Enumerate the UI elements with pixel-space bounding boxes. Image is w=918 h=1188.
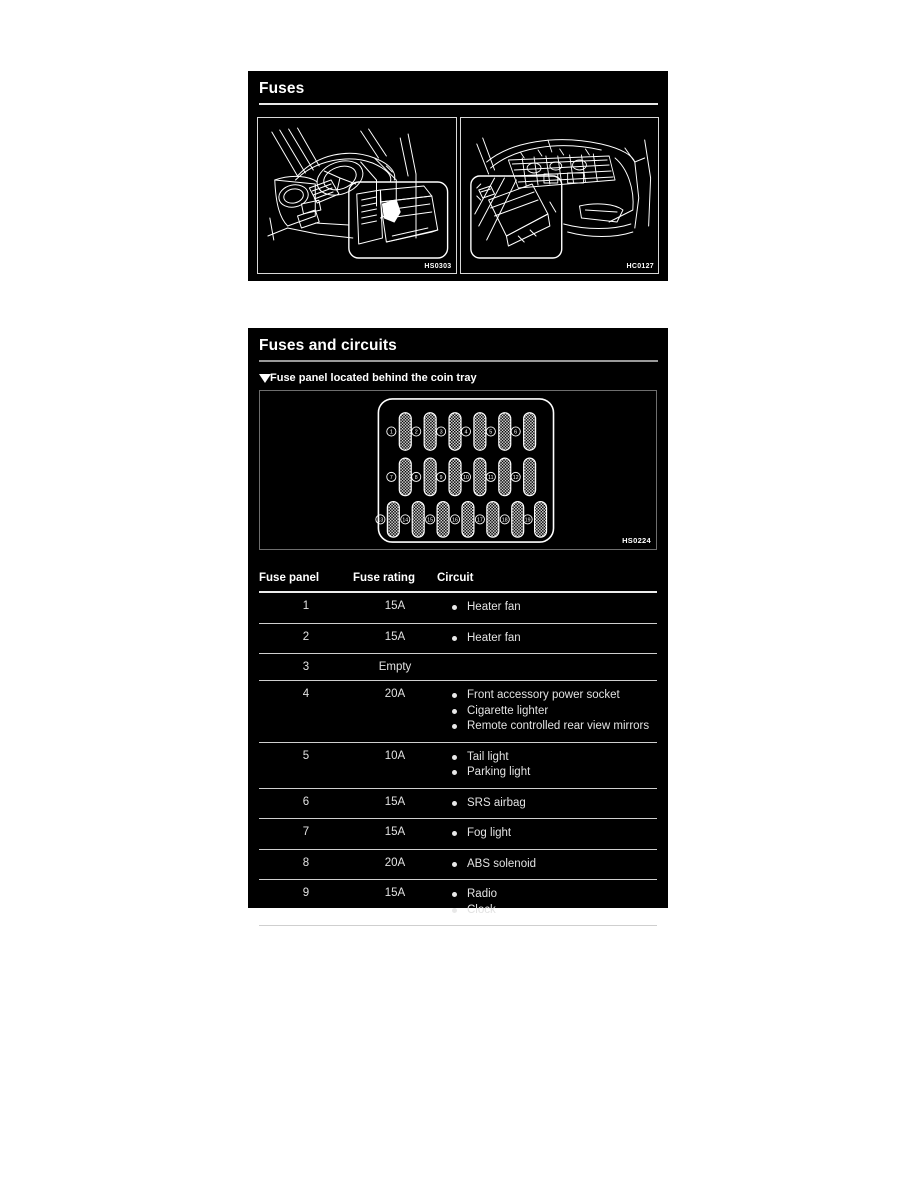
table-header-row bbox=[259, 568, 657, 592]
svg-text:6: 6 bbox=[514, 429, 518, 436]
circuit-list-item: Tail light bbox=[447, 750, 657, 766]
cell-fuse-panel: 3 bbox=[259, 654, 353, 681]
table-row bbox=[259, 623, 657, 654]
svg-text:13: 13 bbox=[377, 517, 384, 524]
cell-circuit bbox=[437, 742, 657, 788]
svg-text:14: 14 bbox=[402, 517, 409, 524]
circuit-list bbox=[447, 796, 657, 812]
cell-fuse-panel: 8 bbox=[259, 849, 353, 880]
circuit-list-item: Front accessory power socket bbox=[447, 688, 657, 704]
figure-code-left: HS0303 bbox=[424, 263, 452, 270]
circuit-list-item: Clock bbox=[447, 903, 657, 919]
fuses-section-title: Fuses bbox=[259, 80, 305, 97]
table-row bbox=[259, 880, 657, 926]
circuit-list bbox=[447, 631, 657, 647]
cell-fuse-rating: Empty bbox=[353, 654, 437, 681]
table-row bbox=[259, 681, 657, 743]
cell-fuse-panel: 1 bbox=[259, 592, 353, 623]
circuit-list-item: Heater fan bbox=[447, 631, 657, 647]
cell-circuit bbox=[437, 681, 657, 743]
fuse-panel-diagram bbox=[259, 390, 657, 550]
fuses-panel bbox=[248, 71, 668, 281]
cell-fuse-rating: 15A bbox=[353, 788, 437, 819]
fuse-circuit-table bbox=[259, 568, 657, 926]
circuit-list bbox=[447, 826, 657, 842]
circuit-list bbox=[447, 887, 657, 918]
engine-bay-line-art-icon bbox=[461, 118, 659, 273]
svg-text:16: 16 bbox=[452, 517, 458, 524]
circuit-list-item: Fog light bbox=[447, 826, 657, 842]
cell-fuse-panel: 6 bbox=[259, 788, 353, 819]
cell-circuit bbox=[437, 880, 657, 926]
circuit-list-item: Remote controlled rear view mirrors bbox=[447, 719, 657, 735]
figure-code-right: HC0127 bbox=[626, 263, 654, 270]
circuit-list bbox=[447, 750, 657, 781]
triangle-down-icon bbox=[259, 374, 271, 383]
table-row bbox=[259, 788, 657, 819]
svg-text:12: 12 bbox=[512, 474, 519, 481]
circuit-list-item: Cigarette lighter bbox=[447, 704, 657, 720]
cell-circuit bbox=[437, 592, 657, 623]
cell-fuse-panel: 5 bbox=[259, 742, 353, 788]
cell-fuse-panel: 9 bbox=[259, 880, 353, 926]
cell-fuse-panel: 7 bbox=[259, 819, 353, 850]
column-header-fuse-panel: Fuse panel bbox=[259, 568, 353, 592]
svg-text:1: 1 bbox=[389, 429, 393, 436]
fuse-panel-subheading: Fuse panel located behind the coin tray bbox=[270, 372, 477, 384]
table-row bbox=[259, 819, 657, 850]
engine-bay-fuse-box-illustration bbox=[460, 117, 660, 274]
svg-text:17: 17 bbox=[477, 517, 483, 524]
circuit-list bbox=[447, 857, 657, 873]
svg-text:15: 15 bbox=[427, 517, 434, 524]
fuse-panel-layout-icon bbox=[260, 391, 656, 549]
dashboard-line-art-icon bbox=[258, 118, 456, 273]
table-body bbox=[259, 592, 657, 926]
column-header-circuit: Circuit bbox=[437, 568, 657, 592]
svg-text:3: 3 bbox=[439, 429, 443, 436]
table-row bbox=[259, 654, 657, 681]
svg-text:11: 11 bbox=[488, 474, 494, 481]
svg-text:9: 9 bbox=[439, 474, 443, 481]
circuit-list-item: Parking light bbox=[447, 765, 657, 781]
svg-text:18: 18 bbox=[501, 517, 508, 524]
cell-circuit bbox=[437, 788, 657, 819]
cell-fuse-panel: 2 bbox=[259, 623, 353, 654]
circuit-list-item: Heater fan bbox=[447, 600, 657, 616]
cell-fuse-rating: 10A bbox=[353, 742, 437, 788]
cell-circuit bbox=[437, 819, 657, 850]
cell-fuse-rating: 15A bbox=[353, 592, 437, 623]
cell-fuse-panel: 4 bbox=[259, 681, 353, 743]
cell-fuse-rating: 20A bbox=[353, 681, 437, 743]
circuits-section-title: Fuses and circuits bbox=[259, 337, 397, 354]
fuses-and-circuits-panel bbox=[248, 328, 668, 916]
svg-text:10: 10 bbox=[463, 474, 469, 481]
circuit-list-item: Radio bbox=[447, 887, 657, 903]
interior-fuse-panel-illustration bbox=[257, 117, 457, 274]
svg-text:2: 2 bbox=[414, 429, 418, 436]
cell-circuit bbox=[437, 623, 657, 654]
cell-fuse-rating: 15A bbox=[353, 880, 437, 926]
circuit-list-item: SRS airbag bbox=[447, 796, 657, 812]
cell-fuse-rating: 15A bbox=[353, 819, 437, 850]
column-header-fuse-rating: Fuse rating bbox=[353, 568, 437, 592]
fuse-panel-subheading-row bbox=[248, 362, 668, 385]
figure-code-diagram: HS0224 bbox=[622, 536, 651, 545]
table-row bbox=[259, 849, 657, 880]
svg-text:19: 19 bbox=[524, 517, 531, 524]
circuit-list-item: ABS solenoid bbox=[447, 857, 657, 873]
circuit-list bbox=[447, 688, 657, 735]
cell-circuit bbox=[437, 654, 657, 681]
table-row bbox=[259, 742, 657, 788]
illustrations-row bbox=[257, 117, 659, 274]
svg-text:8: 8 bbox=[414, 474, 418, 481]
svg-text:4: 4 bbox=[464, 429, 468, 436]
table-row bbox=[259, 592, 657, 623]
cell-circuit bbox=[437, 849, 657, 880]
circuit-list bbox=[447, 600, 657, 616]
svg-text:5: 5 bbox=[489, 429, 493, 436]
section-divider bbox=[259, 103, 658, 105]
cell-fuse-rating: 20A bbox=[353, 849, 437, 880]
cell-fuse-rating: 15A bbox=[353, 623, 437, 654]
svg-text:7: 7 bbox=[389, 474, 393, 481]
